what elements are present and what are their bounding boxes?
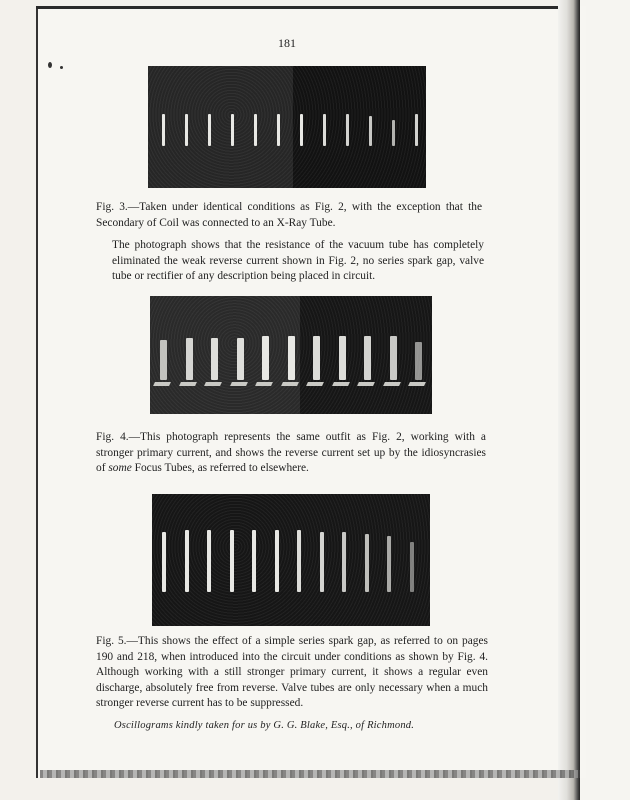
figure-3-paragraph: The photograph shows that the resistance of the vacuum tube has completely eliminated the weak reverse current shown in Fig. 2, no series spark gap, valve tube or rectifier of any description being placed in circuit. — [112, 239, 484, 282]
figure-4-caption — [96, 430, 486, 477]
reverse-current-trace — [179, 382, 197, 386]
oscillogram-pulse — [277, 114, 280, 146]
oscillogram-pulse — [211, 338, 218, 380]
oscillogram-pulse — [252, 530, 256, 592]
oscillogram-pulse — [342, 532, 346, 592]
reverse-current-trace — [306, 382, 324, 386]
figure-5-oscillogram — [152, 494, 430, 626]
page-number: 181 — [278, 36, 296, 50]
oscillogram-pulse — [208, 114, 211, 146]
oscillogram-pulse — [410, 542, 414, 592]
photo-credit: Oscillograms kindly taken for us by G. G. Blake, Esq., of Richmond. — [114, 720, 415, 731]
oscillogram-pulse — [162, 532, 166, 592]
oscillogram-pulse — [237, 338, 244, 380]
reverse-current-trace — [383, 382, 401, 386]
background-right — [580, 0, 630, 800]
ink-speck — [48, 62, 52, 68]
oscillogram-pulse — [346, 114, 349, 146]
oscillogram-pulse — [415, 114, 418, 146]
page-top-edge — [36, 6, 566, 9]
reverse-current-trace — [230, 382, 248, 386]
oscillogram-pulse — [364, 336, 371, 380]
reverse-current-trace — [153, 382, 171, 386]
figure-4-caption-italic: some — [108, 462, 132, 474]
oscillogram-pulse — [207, 530, 211, 592]
figure-5-caption: Fig. 5.—This shows the effect of a simple series spark gap, as referred to on pages 190 and 218, when introduced into the circuit under conditions as shown by Fig. 4. Although working with a still stronger primary current, it shows a regular even discharge, absolutely free from reverse. Valve tubes are only necessary when a much stronger reverse current has to be suppressed. — [96, 635, 488, 709]
oscillogram-pulse — [262, 336, 269, 380]
oscillogram-pulse — [300, 114, 303, 146]
page-spine-edge — [558, 0, 580, 800]
reverse-current-trace — [357, 382, 375, 386]
ink-speck — [60, 66, 63, 69]
oscillogram-pulse — [275, 530, 279, 592]
figure-3-caption: Fig. 3.—Taken under identical conditions as Fig. 2, with the exception that the Secondary of Coil was connected to an X-Ray Tube. — [96, 201, 482, 229]
oscillogram-pulse — [390, 336, 397, 380]
oscillogram-pulse — [160, 340, 167, 380]
oscillogram-pulse — [313, 336, 320, 380]
oscillogram-pulse — [231, 114, 234, 146]
oscillogram-pulse — [339, 336, 346, 380]
oscillogram-pulse — [185, 114, 188, 146]
oscillogram-pulse — [288, 336, 295, 380]
oscillogram-pulse — [320, 532, 324, 592]
figure-3-oscillogram — [148, 66, 426, 188]
oscillogram-pulse — [185, 530, 189, 592]
figure-4-caption-end: Focus Tubes, as referred to elsewhere. — [131, 462, 309, 474]
oscillogram-pulse — [254, 114, 257, 146]
reverse-current-trace — [204, 382, 222, 386]
oscillogram-pulse — [323, 114, 326, 146]
figure-4-oscillogram — [150, 296, 432, 414]
oscillogram-pulse — [365, 534, 369, 592]
reverse-current-trace — [408, 382, 426, 386]
oscillogram-pulse — [297, 530, 301, 592]
oscillogram-pulse — [186, 338, 193, 380]
reverse-current-trace — [332, 382, 350, 386]
oscillogram-pulse — [387, 536, 391, 592]
reverse-current-trace — [255, 382, 273, 386]
reverse-current-trace — [281, 382, 299, 386]
oscillogram-pulse — [392, 120, 395, 146]
figure-4-caption-text: Fig. 4.—This photograph represents the same outfit as Fig. 2, working with a stronger primary current, and shows the reverse current set up by the idiosyncrasies of — [96, 431, 486, 474]
oscillogram-pulse — [230, 530, 234, 592]
oscillogram-pulse — [369, 116, 372, 146]
oscillogram-pulse — [162, 114, 165, 146]
page-bottom-edge — [40, 770, 580, 778]
oscillogram-pulse — [415, 342, 422, 380]
